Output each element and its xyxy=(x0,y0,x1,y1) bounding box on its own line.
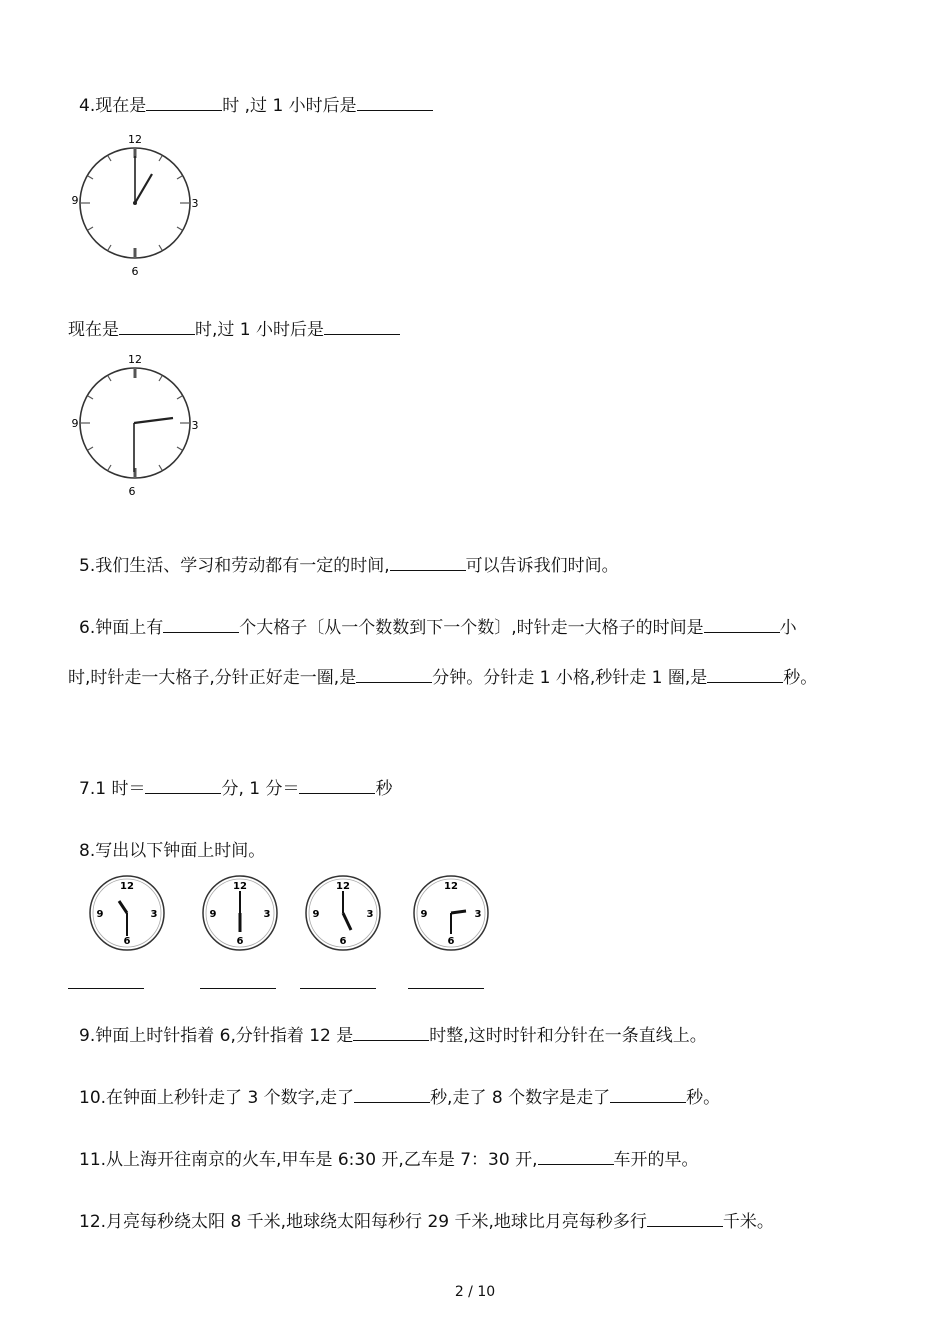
clock-label-3: 3 xyxy=(191,419,199,432)
question-11: 11.从上海开往南京的火车,甲车是 6:30 开,乙车是 7：30 开, 车开的早。 xyxy=(79,1150,699,1170)
answer-blank[interactable] xyxy=(299,779,375,794)
svg-text:12: 12 xyxy=(233,881,247,892)
svg-text:9: 9 xyxy=(209,909,217,920)
clock-label-3: 3 xyxy=(191,197,199,210)
svg-text:6: 6 xyxy=(339,936,347,947)
answer-blank[interactable] xyxy=(356,668,432,683)
clock-label-9: 9 xyxy=(71,194,79,207)
svg-text:12: 12 xyxy=(120,881,134,892)
question-4-line2: 现在是 时,过 1 小时后是 xyxy=(68,315,400,340)
answer-blank[interactable] xyxy=(146,96,222,111)
answer-line-3[interactable] xyxy=(300,978,376,989)
clock-label-12: 12 xyxy=(128,133,142,146)
clock-face-2 xyxy=(70,350,200,500)
question-5: 5.我们生活、学习和劳动都有一定的时间, 可以告诉我们时间。 xyxy=(79,556,619,576)
answer-blank[interactable] xyxy=(353,1026,429,1041)
question-4-line1: 4.现在是 时 ,过 1 小时后是 xyxy=(79,91,433,116)
question-8: 8.写出以下钟面上时间。 xyxy=(79,841,266,861)
answer-blank[interactable] xyxy=(390,556,466,571)
clock-label-9: 9 xyxy=(71,417,79,430)
svg-text:3: 3 xyxy=(474,909,482,920)
answer-blank[interactable] xyxy=(357,96,433,111)
svg-text:3: 3 xyxy=(150,909,158,920)
svg-text:12: 12 xyxy=(336,881,350,892)
question-10: 10.在钟面上秒针走了 3 个数字,走了 秒,走了 8 个数字是走了 秒。 xyxy=(79,1088,721,1108)
svg-text:9: 9 xyxy=(96,909,104,920)
answer-line-4[interactable] xyxy=(408,978,484,989)
svg-text:6: 6 xyxy=(447,936,455,947)
svg-text:3: 3 xyxy=(366,909,374,920)
svg-text:9: 9 xyxy=(420,909,428,920)
small-clock-3 xyxy=(303,872,383,954)
answer-blank[interactable] xyxy=(704,618,780,633)
question-6-line2: 时,时针走一大格子,分针正好走一圈,是 分钟。分针走 1 小格,秒针走 1 圈,是 秒。 xyxy=(68,668,818,688)
question-9: 9.钟面上时针指着 6,分针指着 12 是 时整,这时时针和分针在一条直线上。 xyxy=(79,1026,707,1046)
svg-text:6: 6 xyxy=(123,936,131,947)
svg-text:3: 3 xyxy=(263,909,271,920)
svg-text:9: 9 xyxy=(312,909,320,920)
question-6-line1: 6.钟面上有 个大格子〔从一个数数到下一个数〕,时针走一大格子的时间是 小 xyxy=(79,618,797,638)
answer-blank[interactable] xyxy=(119,320,195,335)
answer-blank[interactable] xyxy=(354,1088,430,1103)
answer-blank[interactable] xyxy=(163,618,239,633)
clock-face-1 xyxy=(70,130,200,280)
answer-line-1[interactable] xyxy=(68,978,144,989)
svg-text:12: 12 xyxy=(444,881,458,892)
clock-label-6: 6 xyxy=(128,485,136,498)
answer-blank[interactable] xyxy=(324,320,400,335)
clock-label-12: 12 xyxy=(128,353,142,366)
question-7: 7.1 时＝ 分, 1 分＝ 秒 xyxy=(79,779,393,799)
answer-line-2[interactable] xyxy=(200,978,276,989)
answer-blank[interactable] xyxy=(610,1088,686,1103)
small-clock-4 xyxy=(411,872,491,954)
answer-blank[interactable] xyxy=(538,1150,614,1165)
answer-blank[interactable] xyxy=(647,1212,723,1227)
answer-blank[interactable] xyxy=(707,668,783,683)
clock-label-6: 6 xyxy=(131,265,139,278)
svg-text:6: 6 xyxy=(236,936,244,947)
question-12: 12.月亮每秒绕太阳 8 千米,地球绕太阳每秒行 29 千米,地球比月亮每秒多行 千米。 xyxy=(79,1212,774,1232)
answer-blank[interactable] xyxy=(145,779,221,794)
page-number: 2 / 10 xyxy=(454,1284,496,1300)
small-clock-2 xyxy=(200,872,280,954)
small-clock-1 xyxy=(87,872,167,954)
